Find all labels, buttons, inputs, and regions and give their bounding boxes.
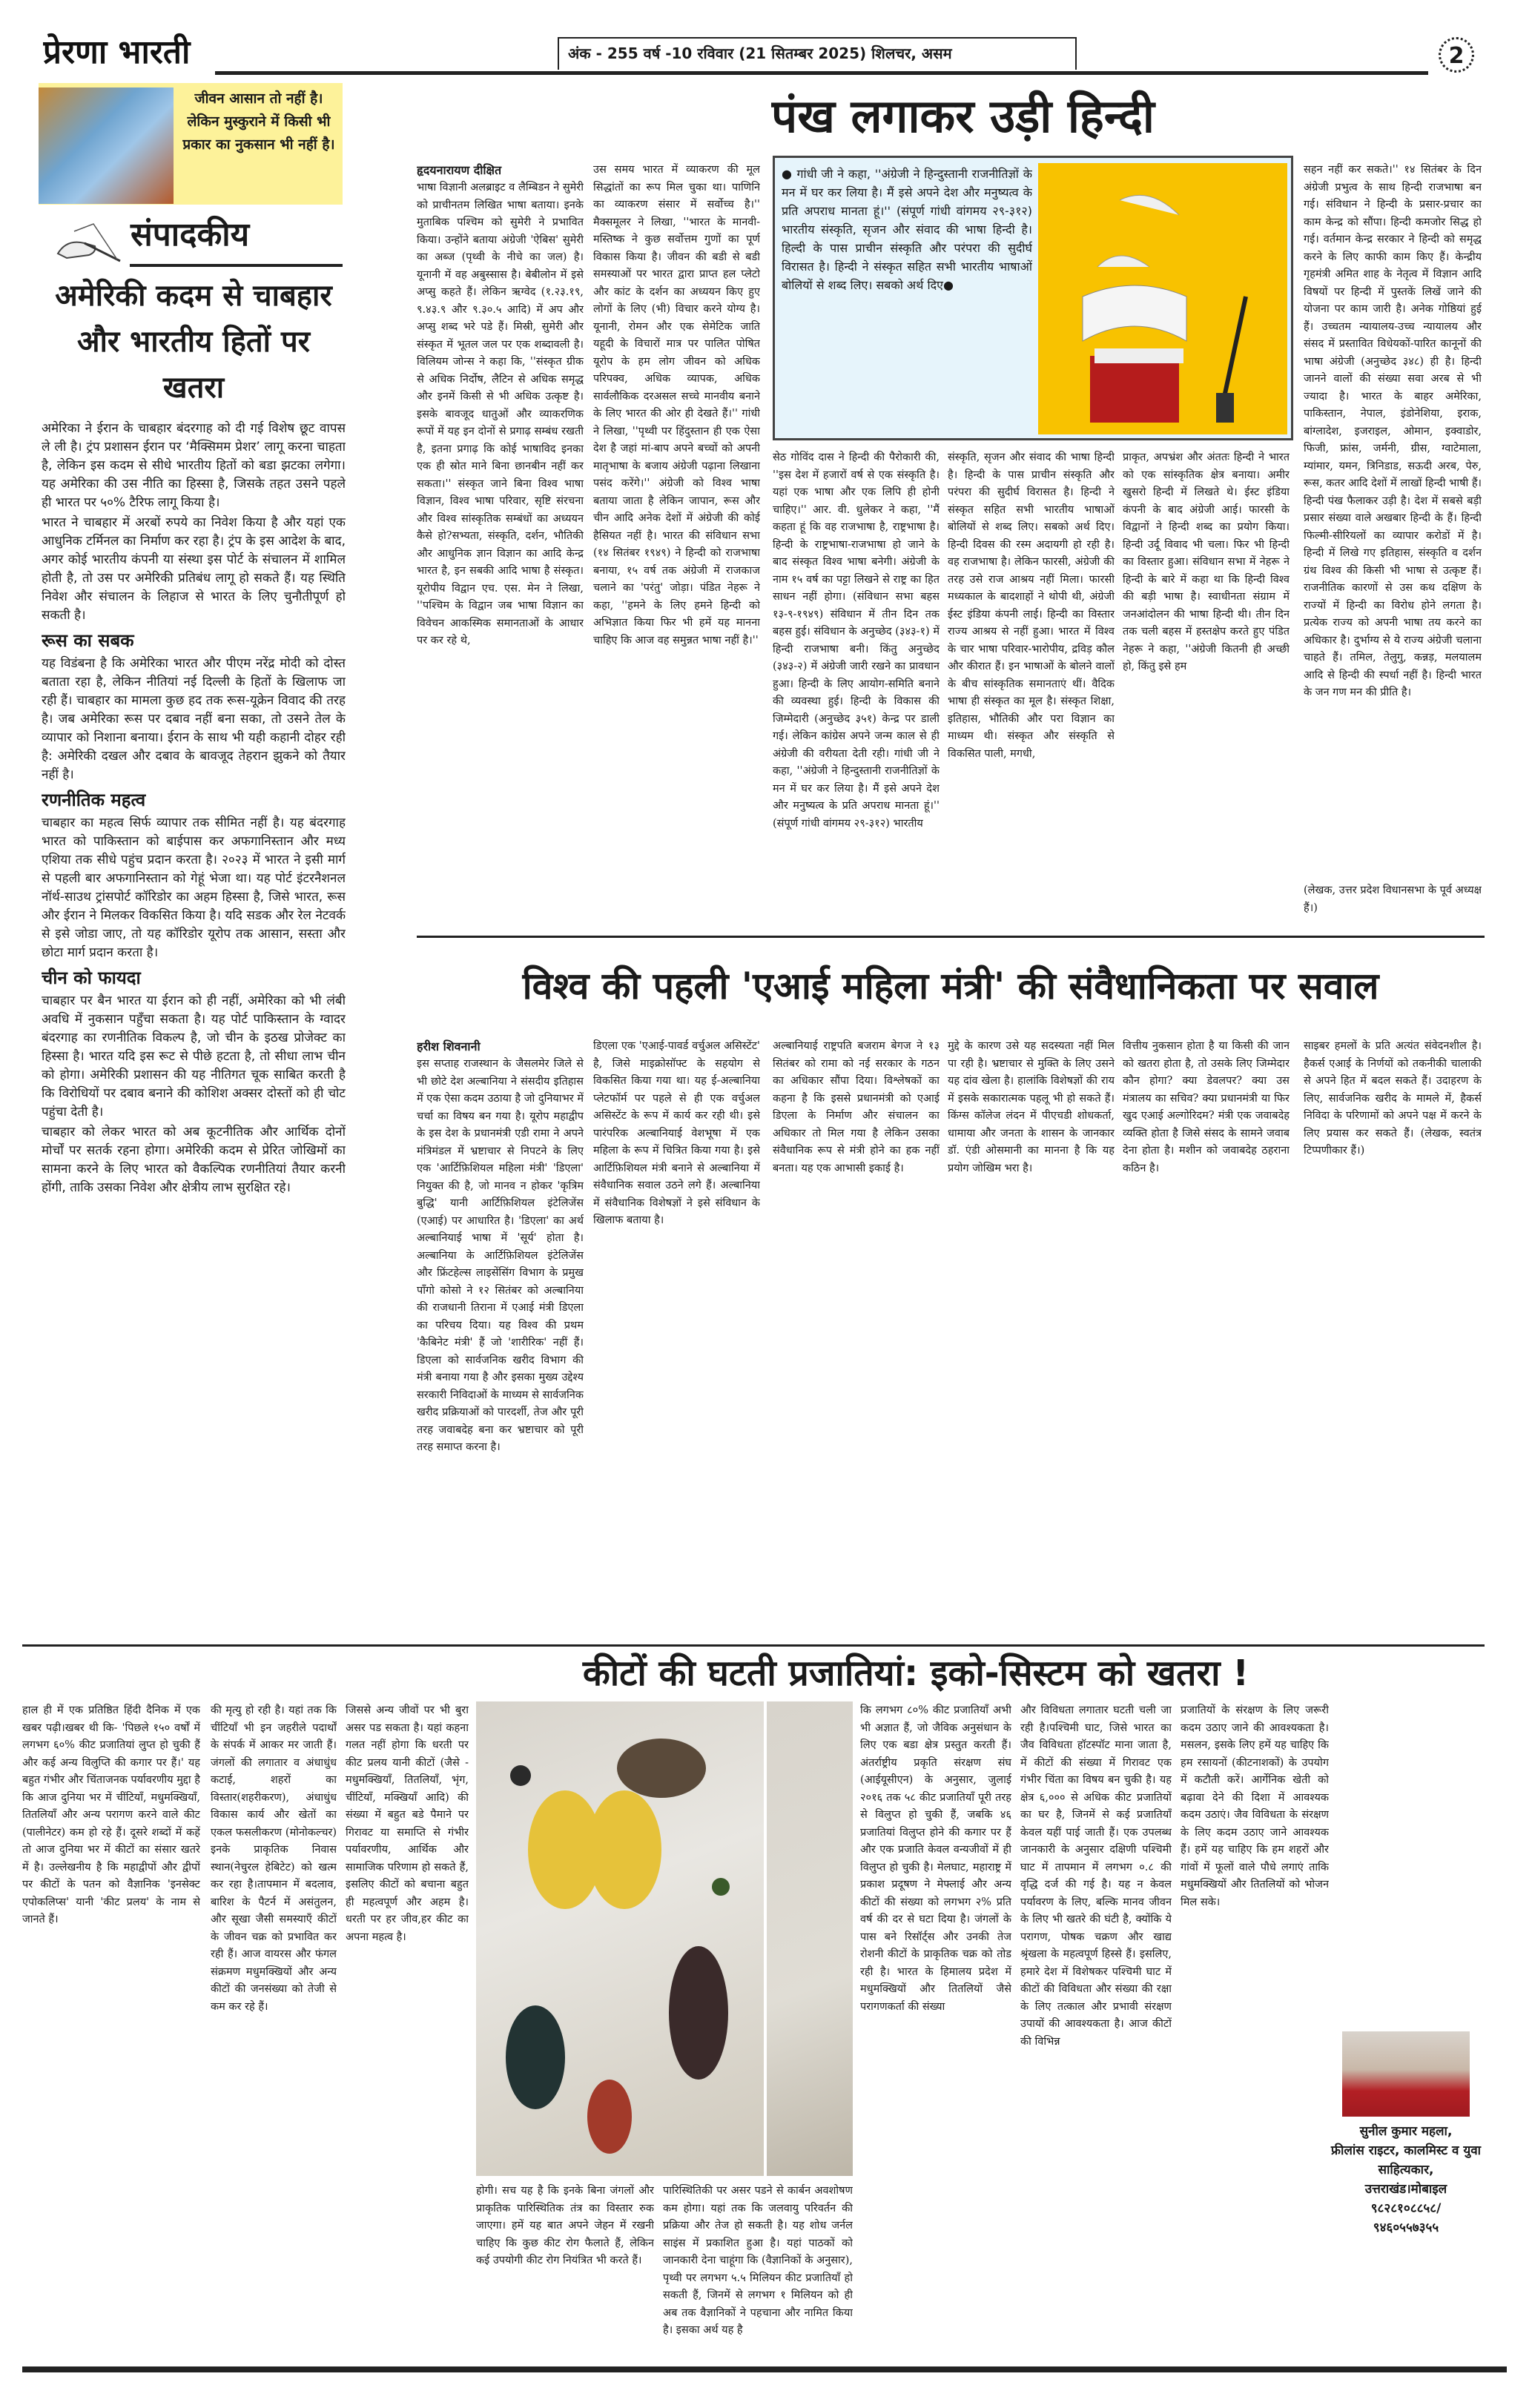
hindi-article-headline: पंख लगाकर उड़ी हिन्दी: [771, 89, 1155, 143]
column-text: भाषा विज्ञानी अलब्राइट व लैम्बिडन ने सुमेरी को प्राचीनतम लिखित भाषा बताया। इनके मुताबिक पश्चिम को सुमेरी ने प्रभावित किया। उन्होंने बताया अंग्रेजी 'ऐबिस' सुमेरी का अब्ज (पृथ्वी के नीचे का जल) है। यूनानी में वह अबुस्सास है। बेबीलोन में इसे अप्सु कहते हैं। लेकिन ऋग्वेद (१.२३.१९, ९.४३.९ और ९.३०.५ आदि) में अप और अप्सु शब्द भरे पडे हैं। मिस्री, सुमेरी और संस्कृत में भूतल जल पर एक शब्दावली है। विलियम जोन्स ने कहा कि, ''संस्कृत ग्रीक से अधिक निर्दोष, लैटिन से अधिक समृद्ध और इनमें किसी से भी अधिक उत्कृष्ट है। इसके बावजूद धातुओं और व्याकरणिक रूपों में यह इन दोनों से प्रगाढ़ सम्बंध रखती है, इतना प्रगाढ़ कि कोई भाषाविद इनका एक ही स्रोत माने बिना छानबीन नहीं कर सकता।'' संस्कृत जाने बिना विश्व भाषा विज्ञान, विश्व भाषा परिवार, सृष्टि संरचना और विश्व सांस्कृतिक सम्बंधों का अध्ययन कैसे हो?सभ्यता, संस्कृति, दर्शन, भौतिकी और आधुनिक ज्ञान विज्ञान का आदि केन्द्र भारत है, इन सबकी आदि भाषा है संस्कृत। यूरोपीय विद्वान एच. एस. मेन ने लिखा, ''पश्चिम के विद्वान जब भाषा विज्ञान का विवेचन आकस्मिक समानताओं के आधार पर कर रहे थे,: [417, 182, 584, 646]
section-rule: [22, 1644, 1485, 1647]
pen-hand-icon: [52, 216, 123, 264]
insect-article-column: हाल ही में एक प्रतिष्ठित हिंदी दैनिक में एक खबर पढ़ी।खबर थी कि- 'पिछले १५० वर्षों में लगभग ६०% कीट प्रजातियां लुप्त हो चुकी हैं और कई अन्य विलुप्ति की कगार पर हैं।' यह बहुत गंभीर और चिंताजनक पर्यावरणीय मुद्दा है कि आज दुनिया भर में चींटियाँ, मधुमक्खियाँ, तितलियाँ और अन्य परागण करने वाले कीट (पालीनेटर) कम हो रहे हैं। दूसरे शब्दों में कहें तो आज दुनिया भर में कीटों का संसार खतरे में है। उल्लेखनीय है कि महाद्वीपों और द्वीपों पर कीटों के पतन को वैज्ञानिक 'इनसेक्ट एपोकलिप्स' यानी 'कीट प्रलय' के नाम से जानते हैं।: [22, 1704, 200, 1925]
editorial-body: [42, 420, 346, 1635]
author-caption: [1327, 2122, 1485, 2359]
editorial-label: संपादकीय: [131, 216, 250, 254]
insect-article-headline: कीटों की घटती प्रजातियां: इको-सिस्टम को खतरा !: [582, 1653, 1249, 1694]
bottom-rule: [22, 2366, 1507, 2372]
editorial-subheading: रूस का सबक: [42, 630, 134, 651]
editorial-subheading: चीन को फायदा: [42, 968, 141, 988]
ai-article-column: [417, 1038, 584, 1635]
ai-article-byline: हरीश शिवनानी: [417, 1039, 481, 1054]
insect-article-column: होगी। सच यह है कि इनके बिना जंगलों और प्राकृतिक पारिस्थितिक तंत्र का विस्तार रुक जाएगा। हमें यह बात अपने जेहन में रखनी चाहिए कि कुछ कीट रोग फैलाते हैं, लेकिन कई उपयोगी कीट रोग नियंत्रित भी करते हैं।: [476, 2185, 654, 2266]
krishna-arjuna-image: [39, 87, 174, 204]
hindi-article-column: उस समय भारत में व्याकरण की मूल सिद्धांतों का रूप मिल चुका था। पाणिनि का व्याकरण संसार में सर्वोच्च है।'' मैक्समूलर ने लिखा, ''भारत के मानवी-मस्तिष्क ने कुछ सर्वोत्तम गुणों का पूर्ण विकास किया है। जीवन की बडी से बडी समस्याओं पर भारत द्वारा प्राप्त हल प्लेटो और कांट के दर्शन का अध्ययन किए हुए लोगों के लिए (भी) विचार करने योग्य है। यूनानी, रोमन और एक सेमेटिक जाति यहूदी के विचारों मात्र पर पालित पोषित यूरोप के हम लोग जीवन को अधिक परिपक्व, अधिक व्यापक, अधिक सार्वलौकिक दरअसल सच्चे मानवीय बनाने के लिए भारत की ओर ही देखते हैं।'' गांधी ने लिखा, ''पृथ्वी पर हिंदुस्तान ही एक ऐसा देश है जहां मां-बाप अपने बच्चों को अपनी मातृभाषा के बजाय अंग्रेजी पढ़ाना लिखाना पसंद करेंगे।'' अंग्रेजी को विश्व भाषा बताया जाता है लेकिन जापान, रूस और चीन आदि अनेक देशों में अंग्रेजी की कोई हैसियत नहीं है। भारत की संविधान सभा (१४ सितंबर १९४९) ने हिन्दी को राजभाषा बनाया, १५ वर्ष तक अंग्रेजी में राजकाज चलाने का 'परंतु' जोड़ा। पंडित नेहरू ने कहा, ''हमने के लिए हमने हिन्दी को अभिज्ञात किया फिर भी हमें यह मानना चाहिए कि आज वह समुन्नत भाषा नहीं है।'': [593, 164, 760, 646]
hindi-article-column: [417, 162, 584, 930]
butterfly-icon: [476, 1701, 764, 2176]
insect-article-column: की मृत्यु हो रही है। यहां तक कि चींटियाँ भी इन जहरीले पदार्थों के संपर्क में आकर मर जाती हैं।जंगलों की लगातार व अंधाधुंध कटाई, शहरों का विस्तार(शहरीकरण), अंधाधुंध विकास कार्य और खेतों का एकल फसलीकरण (मोनोकल्चर) इनके प्राकृतिक निवास स्थान(नेचुरल हेबिटेट) को खत्म कर रहा है।तापमान में बदलाव, बारिश के पैटर्न में असंतुलन, और सूखा जैसी समस्याएँ कीटों के जीवन चक्र को प्रभावित कर रही हैं। आज वायरस और फंगल संक्रमण मधुमक्खियों और अन्य कीटों की जनसंख्या को तेजी से कम कर रहे हैं।: [211, 1704, 337, 2013]
hindi-article-column: सेठ गोविंद दास ने हिन्दी की पैरोकारी की, ''इस देश में हजारों वर्ष से एक संस्कृति है। यहां एक भाषा और एक लिपि ही होनी चाहिए।'' आर. वी. धुलेकर ने कहा, ''मैं कहता हूं कि वह राजभाषा है, राष्ट्रभाषा है। हिन्दी के राष्ट्रभाषा-राजभाषा हो जाने के बाद संस्कृत विश्व भाषा बनेगी। अंग्रेजी के नाम १५ वर्ष का पट्टा लिखने से राष्ट्र का हित साधन नहीं होगा। (संविधान सभा बहस १३-९-१९४९) संविधान में तीन दिन तक बहस हुई। संविधान के अनुच्छेद (३४३-१) में हिन्दी राजभाषा बनी। किंतु अनुच्छेद (३४३-२) में अंग्रेजी जारी रखने का प्रावधान हुआ। हिन्दी के लिए आयोग-समिति बनाने की व्यवस्था हुई। हिन्दी के विकास की जिम्मेदारी (अनुच्छेद ३५१) केन्द्र पर डाली गई। लेकिन कांग्रेस अपने जन्म काल से ही अंग्रेजी की वरीयता देती रही। गांधी जी ने कहा, ''अंग्रेजी ने हिन्दुस्तानी राजनीतिज्ञों के मन में घर कर लिया है। मैं इसे अपने देश और मनुष्यत्व के प्रति अपराध मानता हूं।'' (संपूर्ण गांधी वांगमय २९-३१२) भारतीय: [773, 452, 940, 830]
editorial-paragraph: चाबहार का महत्व सिर्फ व्यापार तक सीमित नहीं है। यह बंदरगाह भारत को पाकिस्तान को बाईपास कर अफगानिस्तान और मध्य एशिया तक सीधे पहुंच प्रदान करता है। २०२३ में भारत ने इसी मार्ग से पहली बार अफगानिस्तान को गेहूं भेजा था। यह पोर्ट इंटरनैशनल नॉर्थ-साउथ ट्रांसपोर्ट कॉरिडोर का अहम हिस्सा है, जिसे भारत, रूस और ईरान ने मिलकर विकसित किया है। यदि सडक और रेल नेटवर्क से इसे जोडा जाए, तो यह कॉरिडोर यूरोप तक आसान, सस्ता और छोटा मार्ग प्रदान करता है।: [42, 816, 346, 960]
editorial-paragraph: चाबहार पर बैन भारत या ईरान को ही नहीं, अमेरिका को भी लंबी अवधि में नुकसान पहुँचा सकता है। यह पोर्ट पाकिस्तान के ग्वादर बंदरगाह का रणनीतिक विकल्प है, जो चीन के इठख प्रोजेक्ट का हिस्सा है। भारत यदि इस रूट से पीछे हटता है, तो सीधा लाभ चीन को होगा। अमेरिकी प्रशासन की यह नीतिगत चूक साबित करती है कि विरोधियों पर दबाव बनाने की कोशिश अक्सर दोस्तों को ही चोट पहुंचा देती है।: [42, 993, 346, 1119]
ai-article-headline: विश्व की पहली 'एआई महिला मंत्री' की संवैधानिकता पर सवाल: [522, 965, 1379, 1008]
ai-article-column: अल्बानियाई राष्ट्रपति बजराम बेगज ने १३ सितंबर को रामा को नई सरकार के गठन का अधिकार सौंपा दिया। विश्लेषकों का कहना है कि इससे प्रधानमंत्री को एआई डिएला के निर्माण और संचालन का अधिकार तो मिल गया है लेकिन उसका संवैधानिक रूप से मंत्री होने का हक नहीं बनता। यह एक आभासी इकाई है।: [773, 1040, 940, 1174]
column-text: इस सप्ताह राजस्थान के जैसलमेर जिले से भी छोटे देश अल्बानिया ने संसदीय इतिहास में एक ऐसा कदम उठाया है जो दुनियाभर में चर्चा का विषय बन गया है। यूरोप महाद्वीप के इस देश के प्रधानमंत्री एडी रामा ने अपने मंत्रिमंडल में भ्रष्टाचार से निपटने के लिए एक 'आर्टिफ़िशियल महिला मंत्री' 'डिएला' नियुक्त की है, जो मानव न होकर 'कृत्रिम बुद्धि' यानी आर्टिफ़िशियल इंटेलिजेंस (एआई) पर आधारित है। 'डिएला' का अर्थ अल्बानियाई भाषा में 'सूर्य' होता है। अल्बानिया के आर्टिफ़िशियल इंटेलिजेंस और फ्रिंटहेल्स लाइसेंसिंग विभाग के प्रमुख पाँगो कोसो ने १२ सितंबर को अल्बानिया की राजधानी तिराना में एआई मंत्री डिएला का परिचय दिया। यह विश्व की प्रथम 'कैबिनेट मंत्री' हैं जो 'शारीरिक' नहीं हैं। डिएला को सार्वजनिक खरीद विभाग की मंत्री बनाया गया है और इसका मुख्य उद्देश्य सरकारी निविदाओं के माध्यम से सार्वजनिक खरीद प्रक्रियाओं को पारदर्शी, तेज और पूरी तरह जवाबदेह बना कर भ्रष्टाचार को पूरी तरह समाप्त करना है।: [417, 1058, 584, 1453]
quote-text: जीवन आसान तो नहीं है। लेकिन मुस्कुराने में किसी भी प्रकार का नुकसान भी नहीं है।: [182, 90, 335, 153]
masthead-rule: [215, 71, 1428, 75]
section-rule: [417, 936, 1485, 938]
insect-article-column: प्रजातियों के संरक्षण के लिए जरूरी कदम उठाए जाने की आवश्यकता है। मसलन, इसके लिए हमें यह चाहिए कि हम रसायनों (कीटनाशकों) के उपयोग में कटौती करें। आर्गेनिक खेती को बढ़ावा देने की दिशा में आवश्यक कदम उठाएं। जैव विविधता के संरक्षण के लिए कदम उठाए जाने आवश्यक हैं। हमें यह चाहिए कि हम शहरों और गांवों में फूलों वाले पौधे लगाएं ताकि मधुमक्खियों और तितलियों को भोजन मिल सके।: [1181, 1704, 1329, 1908]
editorial-paragraph: भारत ने चाबहार में अरबों रुपये का निवेश किया है और यहां एक आधुनिक टर्मिनल का निर्माण कर रहा है। ट्रंप के इस आदेश के बाद, अगर कोई भारतीय कंपनी या संस्था इस पोर्ट के संचालन में शामिल होती है, तो उस पर अमेरिकी प्रतिबंध लागू हो सकते हैं। यह स्थिति निवेश और संचालन के लिहाज से भारत के लिए चुनौतीपूर्ण हो सकती है।: [42, 515, 346, 623]
hindi-article-author-note: (लेखक, उत्तर प्रदेश विधानसभा के पूर्व अध्यक्ष हैं।): [1304, 884, 1482, 914]
books-letters-icon: [1038, 163, 1287, 434]
hindi-article-column: संस्कृति, सृजन और संवाद की भाषा हिन्दी है। हिन्दी के पास प्राचीन संस्कृति और परंपरा की सुदीर्घ विरासत है। हिन्दी ने संस्कृत सहित सभी भारतीय भाषाओं बोलियों से शब्द लिए। सबको अर्थ दिए। हिन्दी दिवस की रस्म अदायगी हो रही है। वह राजभाषा है। लेकिन फारसी, अंग्रेजी की तरह उसे राज आश्रय नहीं मिला। फारसी मध्यकाल के बादशाहों ने थोपी थी, अंग्रेजी ईस्ट इंडिया कंपनी लाई। हिन्दी का विस्तार राज्य आश्रय से नहीं हुआ। भारत में विश्व के चार भाषा परिवार-भारोपीय, द्रविड़ कौल और कीरात हैं। इन भाषाओं के बोलने वालों के बीच सांस्कृतिक समानताएं थीं। वैदिक भाषा ही संस्कृत का मूल है। संस्कृत शिक्षा, इतिहास, भौतिकी और परा विज्ञान का माध्यम थी। संस्कृत और संस्कृति से विकसित पाली, मगधी,: [948, 452, 1115, 760]
author-photo: [1342, 2031, 1470, 2117]
page-number-badge: 2: [1439, 37, 1474, 73]
hindi-quote-text: ● गांधी जी ने कहा, ''अंग्रेजी ने हिन्दुस्तानी राजनीतिज्ञों के मन में घर कर लिया है। मैं इसे अपने देश और मनुष्यत्व के प्रति अपराध मानता हूं।'' (संपूर्ण गांधी वांगमय २९-३१२) भारतीय संस्कृति, सृजन और संवाद की भाषा हिन्दी है। हिल्दी के पास प्राचीन संस्कृति और परंपरा की सुदीर्घ विरासत है। हिन्दी ने संस्कृत सहित सभी भारतीय भाषाओं बोलियों से शब्द लिए। सबको अर्थ दिए●: [782, 167, 1032, 292]
author-phone: ९८२८१०८८५८/: [1370, 2201, 1442, 2216]
editorial-rule: [130, 264, 343, 267]
editorial-subheading: रणनीतिक महत्व: [42, 790, 146, 810]
insect-article-column: कि लगभग ८०% कीट प्रजातियाँ अभी भी अज्ञात हैं, जो जैविक अनुसंधान के लिए एक बडा क्षेत्र प्रस्तुत करती हैं। अंतर्राष्ट्रीय प्रकृति संरक्षण संघ (आईयूसीएन) के अनुसार, जुलाई २०१६ तक ५८ कीट प्रजातियाँ पूरी तरह से विलुप्त हो चुकी हैं, जबकि ४६ प्रजातियां विलुप्त होने की कगार पर हैं और एक प्रजाति केवल वन्यजीवों में ही विलुप्त हो चुकी है। मेलघाट, महाराष्ट्र में प्रकाश प्रदूषण ने मेफ्लाई और अन्य कीटों की संख्या को लगभग २% प्रति वर्ष की दर से घटा दिया है। जंगलों के पास बने रिसॉर्ट्स और उनकी तेज रोशनी कीटों के प्राकृतिक चक्र को तोड रही है। भारत के हिमालय प्रदेश में मधुमक्खियों और तितलियों जैसे परागणकर्ता की संख्या: [860, 1704, 1011, 2013]
ai-article-column: साइबर हमलों के प्रति अत्यंत संवेदनशील है। हैकर्स एआई के निर्णयों को तकनीकी चालाकी से अपने हित में बदल सकते हैं। उदाहरण के लिए, सार्वजनिक खरीद के मामले में, हैकर्स निविदा के परिणामों को अपने पक्ष में करने के लिए प्रयास कर सकते हैं। (लेखक, स्वतंत्र टिप्पणीकार हैं।): [1304, 1040, 1482, 1157]
editorial-paragraph: यह विडंबना है कि अमेरिका भारत और पीएम नरेंद्र मोदी को दोस्त बताता रहा है, लेकिन नीतियां नई दिल्ली के हितों के खिलाफ जा रही हैं। चाबहार का मामला कुछ हद तक रूस-यूक्रेन विवाद की तरह है। जब अमेरिका रूस पर दबाव नहीं बना सका, तो उसने तेल के व्यापार को निशाना बनाया। ईरान के साथ भी यही कहानी दोहर रही है: अमेरिकी दखल और दबाव के बावजूद तेहरान झुकने को तैयार नहीं है।: [42, 656, 346, 782]
insect-collection-image: [476, 1701, 764, 2176]
editorial-paragraph: चाबहार को लेकर भारत को अब कूटनीतिक और आर्थिक दोनों मोर्चों पर सतर्क रहना होगा। अमेरिकी कदम से प्रेरित जोखिमों का सामना करने के लिए भारत को वैकल्पिक रणनीतियां तैयार करनी होंगी, ताकि उसका निवेश और क्षेत्रीय लाभ सुरक्षित रहे।: [42, 1125, 346, 1195]
issue-line: अंक - 255 वर्ष -10 रविवार (21 सितम्बर 2025) शिलचर, असम: [568, 44, 952, 62]
hindi-books-image: [1038, 163, 1287, 434]
ai-article-column: वित्तीय नुकसान होता है या किसी की जान को खतरा होता है, तो उसके लिए जिम्मेदार कौन होगा? क्या डेवलपर? क्या उस मंत्रालय का सचिव? क्या प्रधानमंत्री या फिर खुद एआई अल्गोरिदम? मंत्री एक जवाबदेह व्यक्ति होता है जिसे संसद के सामने जवाब देना होता है। मशीन को जवाबदेह ठहराना कठिन है।: [1123, 1040, 1290, 1174]
ai-article-column: मुद्दे के कारण उसे यह सदस्यता नहीं मिल पा रही है। भ्रष्टाचार से मुक्ति के लिए उसने यह दांव खेला है। हालांकि विशेषज्ञों की राय में इसके सकारात्मक पहलू भी हो सकते हैं। किंग्स कॉलेज लंदन में पीएचडी शोधकर्ता, धामाया और जनता के शासन के जानकार डॉ. एंडी ओसमानी का मानना है कि यह प्रयोग जोखिम भरा है।: [948, 1040, 1115, 1174]
insect-article-column: जिससे अन्य जीवों पर भी बुरा असर पड सकता है। यहां कहना गलत नहीं होगा कि धरती पर कीट प्रलय यानी कीटों (जैसे - मधुमक्खियाँ, तितलियाँ, भृंग, चींटियाँ, मक्खियाँ आदि) की संख्या में बहुत बडे पैमाने पर गिरावट या समाप्ति से गंभीर पर्यावरणीय, आर्थिक और सामाजिक परिणाम हो सकते हैं, इसलिए कीटों को बचाना बहुत ही महत्वपूर्ण और अहम है। धरती पर हर जीव,हर कीट का अपना महत्व है।: [346, 1704, 469, 1943]
author-title: फ्रीलांस राइटर, कालमिस्ट व युवा साहित्यकार,: [1330, 2143, 1482, 2177]
newspaper-title: प्रेरणा भारती: [43, 33, 191, 71]
editorial-headline: अमेरिकी कदम से चाबहार और भारतीय हितों पर खतरा: [55, 279, 332, 405]
hindi-article-column: सहन नहीं कर सकते।'' १४ सितंबर के दिन अंग्रेजी प्रभुत्व के साथ हिन्दी राजभाषा बन गई। संविधान ने हिन्दी के प्रसार-प्रचार का काम केन्द्र को सौंपा। हिन्दी कमजोर सिद्ध हो गई। वर्तमान केन्द्र सरकार ने हिन्दी को समृद्ध करने के लिए काफी काम किए हैं। केन्द्रीय गृहमंत्री अमित शाह के नेतृत्व में विज्ञान आदि विषयों पर हिन्दी में पुस्तकें लिखें जाने की योजना पर काम जारी है। अनेक गोष्ठियां हुई हैं। उच्चतम न्यायालय-उच्च न्यायालय और संसद में प्रस्तावित विधेयकों-पारित कानूनों की भाषा अंग्रेजी (अनुच्छेद ३४८) ही है। हिन्दी जानने वालों की संख्या सवा अरब से भी ज्यादा है। भारत के बाहर अमेरिका, पाकिस्तान, नेपाल, इंडोनेशिया, इराक, बांग्लादेश, इजराइल, ओमान, इक्वाडोर, फिजी, फ्रांस, जर्मनी, ग्रीस, ग्वाटेमाला, म्यांमार, यमन, त्रिनिडाड, सऊदी अरब, पेरु, रूस, कतर आदि देशों में लाखों हिन्दी भाषी हैं। हिन्दी पंख फैलाकर उड़ी है। देश में सबसे बड़ी प्रसार संख्या वाले अखबार हिन्दी के हैं। हिन्दी फिल्मी-सीरियलों का व्यापार करोडों में है। हिन्दी में लिखे गए इतिहास, संस्कृति व दर्शन ग्रंथ विश्व की किसी भी भाषा से उत्कृष्ट हैं। राजनीतिक कारणों से उस कथ दक्षिण के राज्यों में हिन्दी का विरोध होने लगता है। प्रत्येक राज्य को अपनी भाषा तय करने का अधिकार है। दुर्भाग्य से ये राज्य अंग्रेजी चलाना चाहते हैं। तमिल, तेलुगु, कन्नड़, मलयालम आदि से हिन्दी की स्पर्धा नहीं है। हिन्दी भारत के जन गण मन की प्रीति है।: [1304, 164, 1482, 698]
insect-collection-image: [767, 1701, 853, 2176]
insect-article-column: पारिस्थितिकी पर असर पडने से कार्बन अवशोषण कम होगा। यहां तक कि जलवायु परिवर्तन की प्रक्रिया और तेज हो सकती है। यह शोध जर्नल साइंस में प्रकाशित हुआ है। यहां पाठकों को जानकारी देना चाहूंगा कि (वैज्ञानिकों के अनुसार), पृथ्वी पर लगभग ५.५ मिलियन कीट प्रजातियाँ हो सकती हैं, जिनमें से लगभग १ मिलियन को ही अब तक वैज्ञानिकों ने पहचाना और नामित किया है। इसका अर्थ यह है: [663, 2185, 853, 2336]
author-phone: ९४६०५५७३५५: [1373, 2220, 1439, 2235]
hindi-article-column: प्राकृत, अपभ्रंश और अंततः हिन्दी ने भारत को एक सांस्कृतिक क्षेत्र बनाया। अमीर खुसरो हिन्दी में लिखते थे। ईस्ट इंडिया कंपनी के बाद अंग्रेजी आई। फारसी के विद्वानों ने हिन्दी शब्द का प्रयोग किया। हिन्दी उर्दू विवाद भी चला। फिर भी हिन्दी का विस्तार हुआ। संविधान सभा में नेहरू ने हिन्दी के बारे में कहा था कि हिन्दी विश्व की बड़ी भाषा है। स्वाधीनता संग्राम में जनआंदोलन की भाषा हिन्दी थी। तीन दिन तक चली बहस में हस्तक्षेप करते हुए पंडित नेहरू ने कहा, ''अंग्रेजी कितनी ही अच्छी हो, किंतु इसे हम: [1123, 452, 1290, 672]
editorial-paragraph: अमेरिका ने ईरान के चाबहार बंदरगाह को दी गई विशेष छूट वापस ले ली है। ट्रंप प्रशासन ईरान पर ‘मैक्सिमम प्रेशर’ लागू करना चाहता है, लेकिन इस कदम से सीधे भारतीय हितों को बडा झटका लगेगा। यह अमेरिका की उस नीति का हिस्सा है, जिसके तहत उसने पहले ही भारत पर ५०% टैरिफ लागू किया है।: [42, 421, 346, 510]
hindi-article-byline: हृदयनारायण दीक्षित: [417, 163, 502, 177]
author-location: उत्तराखंड।मोबाइल: [1364, 2182, 1447, 2197]
insect-article-column: और विविधता लगातार घटती चली जा रही है।पश्चिमी घाट, जिसे भारत का जैव विविधता हॉटस्पॉट माना जाता है, में कीटों की संख्या में गिरावट एक गंभीर चिंता का विषय बन चुकी है। यह क्षेत्र ६,००० से अधिक कीट प्रजातियों का घर है, जिनमें से कई प्रजातियाँ केवल यहीं पाई जाती हैं। एक उपलब्ध जानकारी के अनुसार दक्षिणी पश्चिमी घाट में तापमान में लगभग ०.८ की वृद्धि दर्ज की गई है। यह न केवल पर्यावरण के लिए, बल्कि मानव जीवन के लिए भी खतरे की घंटी है, क्योंकि ये परागण, पोषक चक्रण और खाद्य श्रृंखला के महत्वपूर्ण हिस्से हैं। इसलिए, हमारे देश में विशेषकर पश्चिमी घाट में कीटों की विविधता और संख्या की रक्षा के लिए तत्काल और प्रभावी संरक्षण उपायों की आवश्यकता है। आज कीटों की विभिन्न: [1020, 1704, 1172, 2048]
author-name: सुनील कुमार महला,: [1359, 2124, 1453, 2139]
ai-article-column: डिएला एक 'एआई-पावर्ड वर्चुअल असिस्टेंट' है, जिसे माइक्रोसॉफ्ट के सहयोग से विकसित किया गया था। यह ई-अल्बानिया प्लेटफॉर्म पर पहले से ही एक वर्चुअल असिस्टेंट के रूप में कार्य कर रही थी। इसे पारंपरिक अल्बानियाई वेशभूषा में एक महिला के रूप में चित्रित किया गया है। इसे आर्टिफ़िशियल मंत्री बनाने से अल्बानिया में संवैधानिक सवाल उठने लगे हैं। अल्बानिया में संवैधानिक विशेषज्ञों ने इसे संविधान के खिलाफ बताया है।: [593, 1040, 760, 1226]
